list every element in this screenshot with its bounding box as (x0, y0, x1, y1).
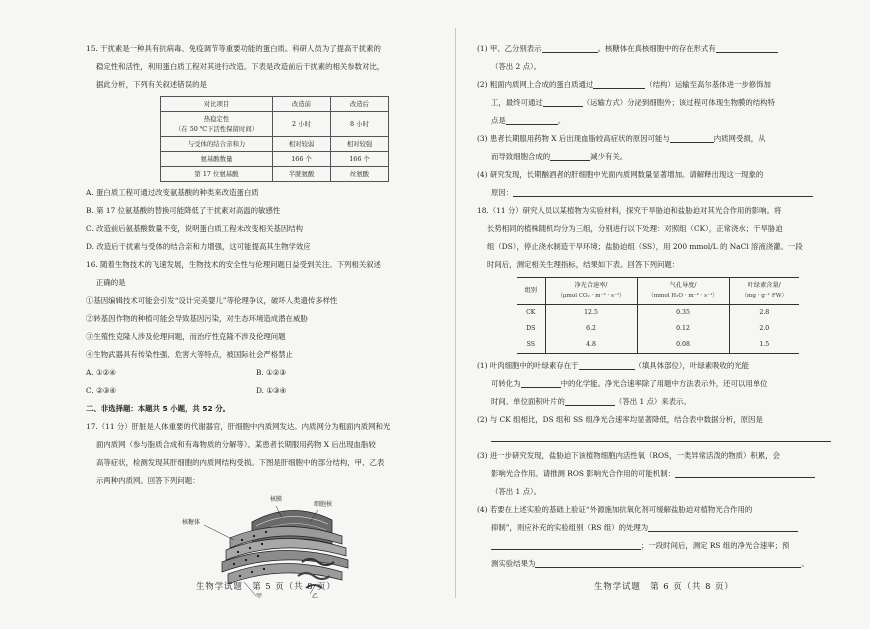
q18-stem-line-4: 时间后，测定相关生理指标，结果如下表。回答下列问题： (487, 260, 680, 269)
table-cell: 丝氨酸 (331, 167, 389, 182)
figure-label-jia: 甲 (256, 593, 263, 600)
answer-blank[interactable] (491, 432, 831, 442)
table-cell: 166 个 (331, 152, 389, 167)
q16-options-row-2 (86, 382, 438, 400)
table-row (517, 305, 799, 322)
table-cell: 8 小时 (331, 112, 389, 137)
page-divider (455, 28, 456, 598)
q18-3-line-1: (3) 进一步研究发现，盐胁迫下该植物细胞内活性氧（ROS，一类异常活泼的物质）积累，会 (477, 451, 780, 460)
answer-blank[interactable] (716, 43, 778, 53)
answer-blank[interactable] (550, 151, 590, 161)
q18-4-line-2: 抑制”，则应补充的实验组别（RS 组）的处理为 (477, 519, 835, 537)
q15-option-c: C. 改造前后氨基酸数量不变，说明蛋白质工程未改变相关基因结构 (86, 224, 304, 233)
answer-blank[interactable] (670, 133, 714, 143)
answer-blank[interactable] (491, 540, 641, 550)
table-row (517, 337, 799, 354)
q17-2-line-1: (2) 粗面内质网上合成的蛋白质通过 （结构）运输至高尔基体进一步修饰加 (477, 80, 771, 89)
q15-stem-line-1: 15. 干扰素是一种具有抗病毒、免疫调节等重要功能的蛋白质。科研人员为了提高干扰素的 (86, 44, 381, 53)
q17-2-line-3: 点是 。 (491, 116, 566, 125)
table-header-cell: 改造前 (273, 97, 331, 112)
q18-1-line-3: 时间、单位面积叶片的 （答出 1 点）来表示。 (491, 397, 691, 406)
q17-1-line-1: (1) 甲、乙分别表示 。核糖体在真核细胞中的存在形式有 (477, 40, 835, 58)
q17-4-line-1: (4) 研究发现，长期酗酒者的肝细胞中光面内质网数量显著增加。请解释出现这一现象的 (477, 170, 764, 179)
table-row (517, 321, 799, 337)
q18-stem-line-3: 组（DS），停止浇水制造干旱环境；盐胁迫组（SS），用 200 mmol/L 的 NaCl 溶液浇灌。一段 (487, 242, 803, 251)
table-cell: 2.8 (759, 309, 770, 316)
q18-4-line-3: ；一段时间后，测定 RS 组的净光合速率；预 (477, 537, 835, 555)
q18-3-line-2: 影响光合作用。请推测 ROS 影响光合作用的可能机制： (477, 465, 835, 483)
table-cell: 4.8 (545, 337, 637, 354)
q18-2-line-1: (2) 与 CK 组相比，DS 组和 SS 组净光合速率均显著降低，结合表中数据分析，原因是 (477, 415, 763, 424)
q16-statement-1: ①基因编辑技术可能会引发“设计完美婴儿”等伦理争议，破坏人类遗传多样性 (86, 296, 338, 305)
table-cell: 半胱氨酸 (273, 167, 331, 182)
answer-blank[interactable] (648, 522, 798, 532)
q16-statement-4: ④生物武器具有传染性强、危害大等特点，被国际社会严格禁止 (86, 350, 293, 359)
table-cell: 0.35 (637, 305, 729, 322)
q15-comparison-table (160, 96, 389, 182)
table-cell: 12.5 (545, 305, 637, 322)
footer-page-6: 生物学试题 第 6 页（共 8 页） (594, 581, 734, 591)
q18-4-line-4: 测实验结果为 。 (491, 559, 809, 568)
q16-option-c: C. ②③④ (86, 386, 116, 395)
table-header-cell: 对比项目 (161, 97, 273, 112)
q15-option-b: B. 第 17 位氨基酸的替换可能降低了干扰素对高温的敏感性 (86, 206, 281, 215)
answer-blank[interactable] (535, 558, 801, 568)
q17-stem-line-1: 17.（11 分）肝脏是人体重要的代谢器官，肝细胞中内质网发达。内质网分为粗面内质网和光 (86, 422, 391, 431)
q17-stem-line-2: 面内质网（参与脂质合成和有毒物质的分解等）。某患者长期服用药物 X 后出现血脂较 (96, 440, 376, 449)
table-cell: DS (517, 321, 545, 337)
q16-statement-3: ③生殖性克隆人涉及伦理问题，而治疗性克隆不涉及伦理问题 (86, 332, 286, 341)
figure-label-ribosome: 核糖体 (182, 519, 201, 526)
q18-results-table (517, 277, 799, 354)
table-cell: 氨基酸数量 (161, 152, 273, 167)
q17-stem-line-4: 示两种内质网。回答下列问题： (96, 476, 200, 485)
q15-stem-line-3: 据此分析，下列有关叙述错误的是 (96, 80, 207, 89)
q16-statement-2: ②转基因作物的种植可能会导致基因污染，对生态环境造成潜在威胁 (86, 314, 308, 323)
table-header-cell: 组别 (517, 278, 545, 305)
q18-4-line-1: (4) 若要在上述实验的基础上验证“外源施加抗氧化剂可缓解盐胁迫对植物光合作用的 (477, 505, 753, 514)
page-6 (477, 40, 835, 573)
table-cell: 热稳定性 （在 50 ℃下活性保留时间） (161, 112, 273, 137)
q15-option-a: A. 蛋白质工程可通过改变氨基酸的种类来改造蛋白质 (86, 188, 259, 197)
q18-2-line-2 (477, 429, 835, 447)
answer-blank[interactable] (542, 43, 598, 53)
q16-options-row-1 (86, 364, 438, 382)
q18-stem-line-1: 18.（11 分）研究人员以某植物为实验材料，探究干旱胁迫和盐胁迫对其光合作用的影响。将 (477, 206, 782, 215)
table-cell: 6.2 (545, 321, 637, 337)
figure-label-yi: 乙 (312, 593, 319, 600)
table-header-cell: 净光合速率/ （μmol CO₂ · m⁻² · s⁻¹） (545, 278, 637, 305)
q18-1-line-1: (1) 叶肉细胞中的叶绿素存在于 （填具体部位），叶绿素吸收的光能 (477, 361, 750, 370)
table-cell: 2 小时 (273, 112, 331, 137)
answer-blank[interactable] (513, 187, 813, 197)
answer-blank[interactable] (543, 97, 583, 107)
table-header-cell: 叶绿素含量/ （mg · g⁻¹ FW） (729, 278, 799, 305)
table-cell: 2.0 (759, 325, 770, 332)
table-cell: 相对较弱 (273, 137, 331, 152)
table-header-cell: 改造后 (331, 97, 389, 112)
q18-stem-line-2: 长势相同的植株随机均分为三组，分别进行以下处理：对照组（CK），正常浇水；干旱胁迫 (487, 224, 783, 233)
answer-blank[interactable] (521, 378, 561, 388)
footer-page-5: 生物学试题 第 5 页（共 8 页） (196, 581, 336, 591)
table-cell: 0.08 (637, 337, 729, 354)
answer-blank[interactable] (579, 360, 635, 370)
table-cell: 166 个 (273, 152, 331, 167)
q16-option-b: B. ①②③ (256, 368, 287, 377)
q18-3-line-3: （答出 1 点）。 (491, 487, 542, 496)
q16-stem-line-1: 16. 随着生物技术的飞速发展，生物技术的安全性与伦理问题日益受到关注。下列相关叙述 (86, 260, 381, 269)
q16-option-a: A. ①②④ (86, 368, 116, 377)
answer-blank[interactable] (675, 468, 815, 478)
q17-2-line-2: 工，最终可通过 （运输方式）分泌到细胞外；该过程可体现生物膜的结构特 (491, 98, 775, 107)
answer-blank[interactable] (593, 79, 645, 89)
q17-4-line-2: 原因： (477, 184, 835, 202)
q15-option-d: D. 改造后干扰素与受体的结合亲和力增强，这可能提高其生物学效应 (86, 242, 311, 251)
figure-label-nucleus: 细胞核 (314, 501, 333, 508)
figure-label-nuclear-membrane: 核膜 (270, 496, 283, 503)
q17-1-line-2: （答出 2 点）。 (491, 62, 542, 71)
table-cell: 第 17 位氨基酸 (161, 167, 273, 182)
table-cell: CK (517, 305, 545, 322)
table-row (161, 167, 389, 182)
table-cell: 0.12 (637, 321, 729, 337)
table-cell: 相对较强 (331, 137, 389, 152)
table-row (161, 137, 389, 152)
table-cell: SS (517, 337, 545, 354)
q15-stem-line-2: 稳定性和活性，利用蛋白质工程对其进行改造。下表是改造前后干扰素的相关参数对比， (96, 62, 385, 71)
table-cell: 与受体的结合亲和力 (161, 137, 273, 152)
q17-3-line-2: 而导致细胞合成的 减少有关。 (491, 152, 628, 161)
table-header-row (517, 278, 799, 305)
table-row (161, 112, 389, 137)
table-cell: 1.5 (729, 337, 799, 354)
answer-blank[interactable] (565, 396, 615, 406)
q17-stem-line-3: 高等症状，检测发现其肝细胞的内质网结构受损。下图是肝细胞中的部分结构，甲、乙表 (96, 458, 385, 467)
section-2-heading: 二、非选择题：本题共 5 小题，共 52 分。 (86, 404, 230, 413)
answer-blank[interactable] (506, 115, 558, 125)
table-header-cell: 气孔导度/ （mmol H₂O · m⁻² · s⁻¹） (637, 278, 729, 305)
page-5 (86, 40, 438, 602)
q16-option-d: D. ①③④ (256, 386, 287, 395)
table-header-row (161, 97, 389, 112)
q18-1-line-2: 可转化为 中的化学能。净光合速率除了用题中方法表示外，还可以用单位 (491, 379, 768, 388)
q17-3-line-1: (3) 患者长期服用药物 X 后出现血脂较高症状的原因可能与 内质网受损，从 (477, 134, 766, 143)
table-row (161, 152, 389, 167)
q16-stem-line-2: 正确的是 (96, 278, 126, 287)
